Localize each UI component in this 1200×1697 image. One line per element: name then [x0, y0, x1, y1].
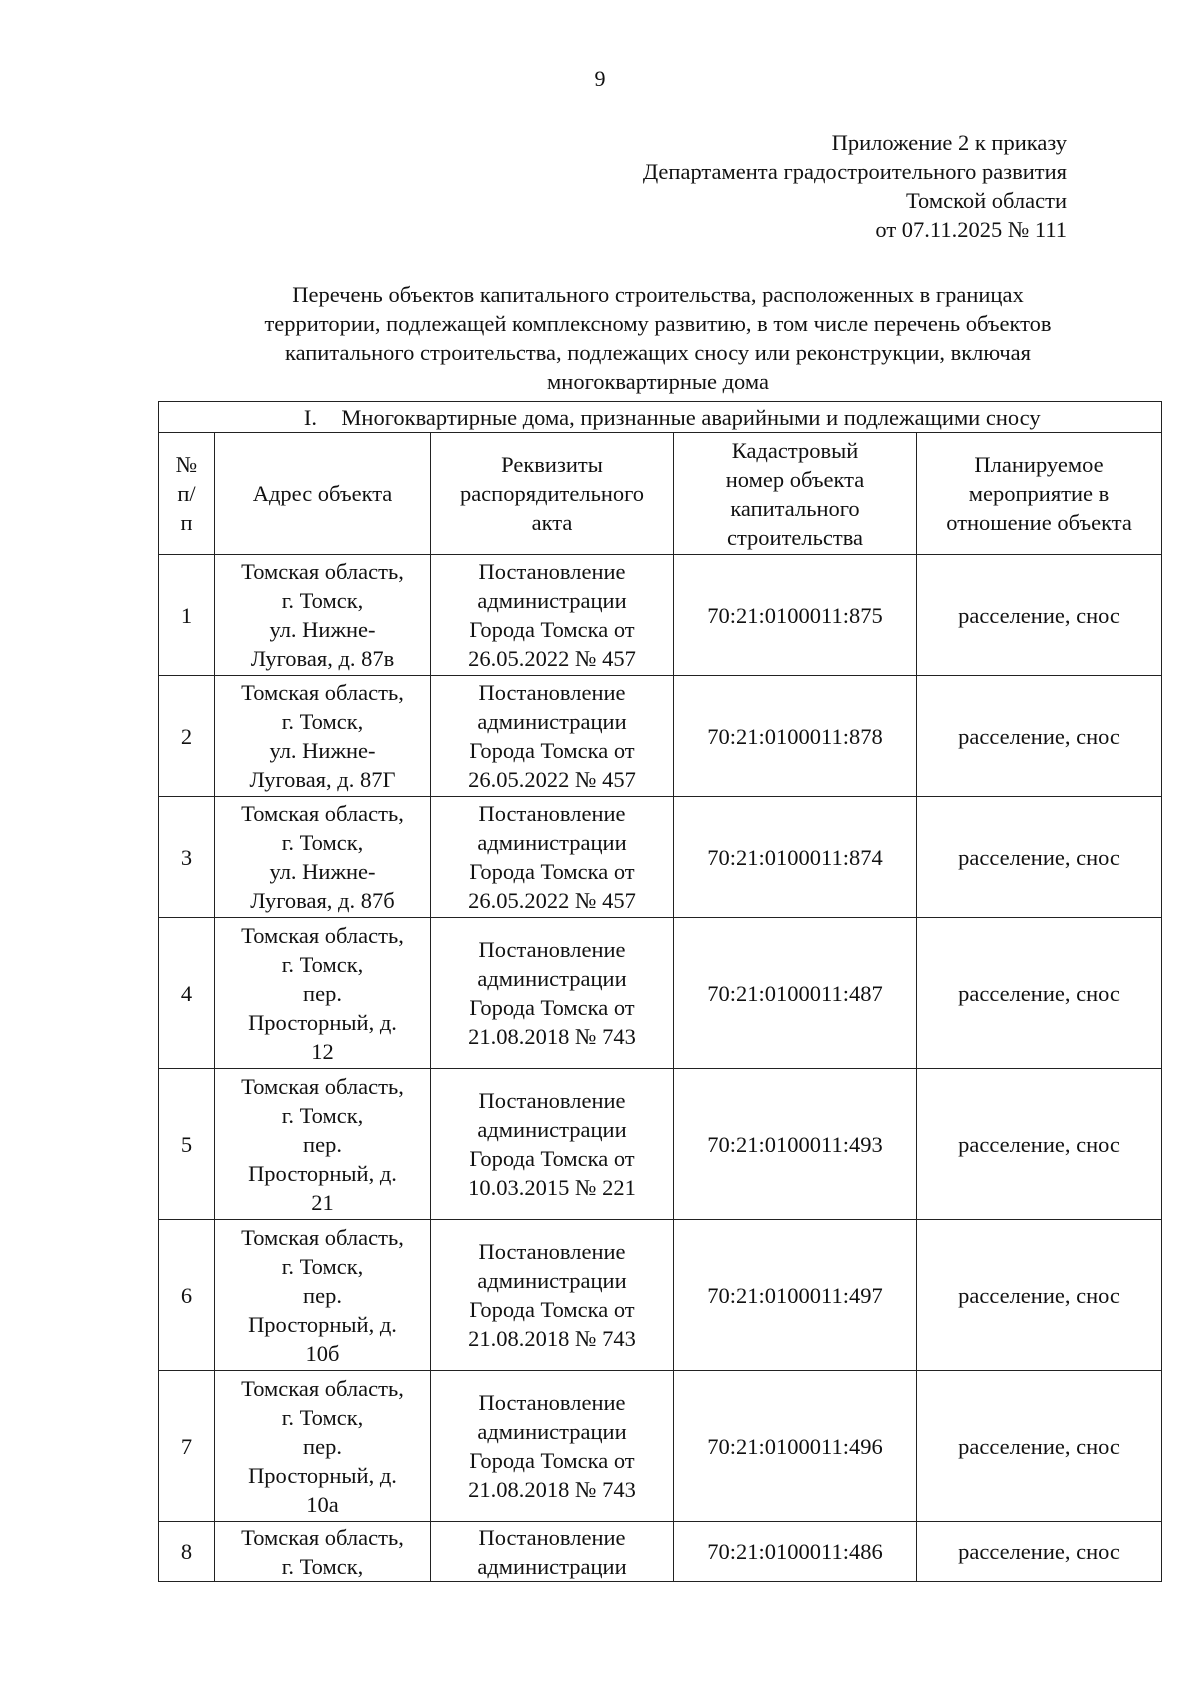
text-line: Постановление: [478, 937, 626, 962]
text-line: Томская область,: [241, 922, 404, 948]
text-line: г. Томск,: [281, 951, 364, 977]
cell-cadastral: 70:21:0100011:493: [674, 1069, 917, 1220]
cell-address: [215, 797, 431, 918]
document-title: [158, 280, 1158, 396]
cell-act: [431, 555, 674, 676]
text-line: номер объекта: [725, 466, 865, 492]
appendix-line: от 07.11.2025 № 111: [875, 217, 1067, 242]
header-cadastral: [674, 433, 917, 555]
cell-address: [215, 1069, 431, 1220]
table-row: [159, 918, 1162, 1069]
text-line: Адрес объекта: [252, 481, 393, 506]
text-line: распорядительного: [459, 481, 645, 506]
table-row: [159, 1069, 1162, 1220]
text-line: пер.: [303, 1282, 342, 1308]
text-line: Города Томска от: [469, 1448, 635, 1473]
text-line: 10б: [305, 1340, 340, 1366]
objects-table: [158, 401, 1162, 1582]
text-line: Луговая, д. 87б: [250, 888, 395, 913]
cell-num: 3: [159, 797, 215, 918]
cell-num: 4: [159, 918, 215, 1069]
cell-num: 5: [159, 1069, 215, 1220]
cell-act: [431, 918, 674, 1069]
text-line: г. Томск,: [281, 709, 364, 734]
cell-measure: расселение, снос: [917, 918, 1162, 1069]
text-line: г. Томск,: [281, 1404, 364, 1430]
table-row: [159, 555, 1162, 676]
text-line: администрации: [477, 966, 627, 991]
text-line: Постановление: [478, 1088, 626, 1113]
cell-address: [215, 1371, 431, 1522]
cell-num: 7: [159, 1371, 215, 1522]
text-line: 21: [311, 1189, 334, 1215]
cell-cadastral: 70:21:0100011:487: [674, 918, 917, 1069]
cell-measure: расселение, снос: [917, 1371, 1162, 1522]
text-line: Просторный, д.: [248, 1009, 397, 1035]
text-line: 26.05.2022 № 457: [468, 767, 636, 792]
text-line: Постановление: [478, 680, 626, 705]
text-line: капитального: [730, 495, 860, 521]
text-line: ул. Нижне-: [269, 738, 376, 763]
appendix-block: [367, 128, 1067, 244]
text-line: Города Томска от: [469, 617, 635, 642]
text-line: Томская область,: [241, 680, 404, 705]
cell-cadastral: 70:21:0100011:878: [674, 676, 917, 797]
cell-act: [431, 676, 674, 797]
text-line: Постановление: [478, 1524, 626, 1550]
text-line: п/: [177, 481, 196, 506]
text-line: Постановление: [478, 1239, 626, 1264]
text-line: Реквизиты: [501, 452, 603, 477]
text-line: г. Томск,: [281, 1102, 364, 1128]
cell-act: [431, 797, 674, 918]
cell-measure: расселение, снос: [917, 797, 1162, 918]
cell-cadastral: 70:21:0100011:486: [674, 1522, 917, 1582]
text-line: 10.03.2015 № 221: [468, 1175, 636, 1200]
text-line: Города Томска от: [469, 995, 635, 1020]
cell-act: [431, 1069, 674, 1220]
text-line: г. Томск,: [281, 588, 364, 613]
appendix-line: Департамента градостроительного развития: [642, 159, 1067, 184]
cell-cadastral: 70:21:0100011:874: [674, 797, 917, 918]
text-line: Просторный, д.: [248, 1311, 397, 1337]
text-line: Города Томска от: [469, 859, 635, 884]
text-line: 26.05.2022 № 457: [468, 888, 636, 913]
cell-address: [215, 676, 431, 797]
text-line: Города Томска от: [469, 738, 635, 763]
cell-num: 8: [159, 1522, 215, 1582]
table-row: [159, 797, 1162, 918]
text-line: 21.08.2018 № 743: [468, 1477, 636, 1502]
text-line: администрации: [477, 1419, 627, 1444]
text-line: г. Томск,: [281, 830, 364, 855]
text-line: администрации: [477, 1117, 627, 1142]
text-line: 21.08.2018 № 743: [468, 1326, 636, 1351]
text-line: Томская область,: [241, 1224, 404, 1250]
text-line: Постановление: [478, 801, 626, 826]
text-line: администрации: [477, 830, 627, 855]
title-line: территории, подлежащей комплексному развитию, в том числе перечень объектов: [264, 311, 1052, 336]
text-line: г. Томск,: [281, 1253, 364, 1279]
cell-act: [431, 1220, 674, 1371]
cell-num: 6: [159, 1220, 215, 1371]
table-row: [159, 1371, 1162, 1522]
text-line: 21.08.2018 № 743: [468, 1024, 636, 1049]
title-line: капитального строительства, подлежащих сносу или реконструкции, включая: [284, 340, 1032, 365]
text-line: строительства: [726, 524, 864, 550]
text-line: Просторный, д.: [248, 1160, 397, 1186]
cell-cadastral: 70:21:0100011:496: [674, 1371, 917, 1522]
title-line: Перечень объектов капитального строительства, расположенных в границах: [292, 282, 1024, 307]
text-line: мероприятие в: [968, 481, 1110, 506]
cell-measure: расселение, снос: [917, 676, 1162, 797]
text-line: Томская область,: [241, 559, 404, 584]
cell-measure: расселение, снос: [917, 1069, 1162, 1220]
section-heading: [159, 402, 1162, 433]
text-line: администрации: [477, 1268, 627, 1293]
title-line: многоквартирные дома: [547, 369, 769, 394]
cell-measure: расселение, снос: [917, 1220, 1162, 1371]
text-line: администрации: [477, 588, 627, 613]
cell-cadastral: 70:21:0100011:497: [674, 1220, 917, 1371]
cell-num: 1: [159, 555, 215, 676]
text-line: администрации: [477, 709, 627, 734]
text-line: пер.: [303, 980, 342, 1006]
text-line: Луговая, д. 87в: [250, 646, 395, 671]
cell-address: [215, 1220, 431, 1371]
text-line: Луговая, д. 87Г: [249, 767, 396, 792]
text-line: отношение объекта: [946, 510, 1132, 535]
text-line: Томская область,: [241, 801, 404, 826]
text-line: акта: [531, 510, 573, 535]
text-line: 12: [311, 1038, 334, 1064]
cell-measure: расселение, снос: [917, 555, 1162, 676]
text-line: Постановление: [478, 559, 626, 584]
header-act: [431, 433, 674, 555]
text-line: п: [180, 510, 193, 535]
text-line: 10а: [306, 1491, 339, 1517]
section-title: Многоквартирные дома, признанные аварийными и подлежащими сносу: [341, 404, 1041, 430]
text-line: Томская область,: [241, 1524, 404, 1550]
cell-num: 2: [159, 676, 215, 797]
text-line: пер.: [303, 1433, 342, 1459]
page-number: 9: [594, 66, 606, 91]
appendix-line: Приложение 2 к приказу: [831, 130, 1067, 155]
text-line: Томская область,: [241, 1375, 404, 1401]
cell-address: [215, 555, 431, 676]
text-line: ул. Нижне-: [269, 617, 376, 642]
cell-measure: расселение, снос: [917, 1522, 1162, 1582]
table-row: [159, 1522, 1162, 1582]
text-line: пер.: [303, 1131, 342, 1157]
text-line: Просторный, д.: [248, 1462, 397, 1488]
header-address: [215, 433, 431, 555]
appendix-line: Томской области: [905, 188, 1067, 213]
text-line: г. Томск,: [281, 1553, 364, 1579]
text-line: администрации: [477, 1553, 627, 1579]
text-line: Кадастровый: [731, 437, 859, 463]
cell-cadastral: 70:21:0100011:875: [674, 555, 917, 676]
section-number: I.: [303, 404, 317, 430]
text-line: Города Томска от: [469, 1297, 635, 1322]
section-heading-row: [159, 402, 1162, 433]
text-line: Постановление: [478, 1390, 626, 1415]
text-line: ул. Нижне-: [269, 859, 376, 884]
table-header-row: [159, 433, 1162, 555]
cell-act: [431, 1522, 674, 1582]
header-num: [159, 433, 215, 555]
table-row: [159, 1220, 1162, 1371]
cell-address: [215, 1522, 431, 1582]
header-measure: [917, 433, 1162, 555]
text-line: Города Томска от: [469, 1146, 635, 1171]
cell-act: [431, 1371, 674, 1522]
text-line: 26.05.2022 № 457: [468, 646, 636, 671]
table-row: [159, 676, 1162, 797]
text-line: Томская область,: [241, 1073, 404, 1099]
text-line: Планируемое: [974, 452, 1104, 477]
text-line: №: [175, 452, 198, 477]
cell-address: [215, 918, 431, 1069]
